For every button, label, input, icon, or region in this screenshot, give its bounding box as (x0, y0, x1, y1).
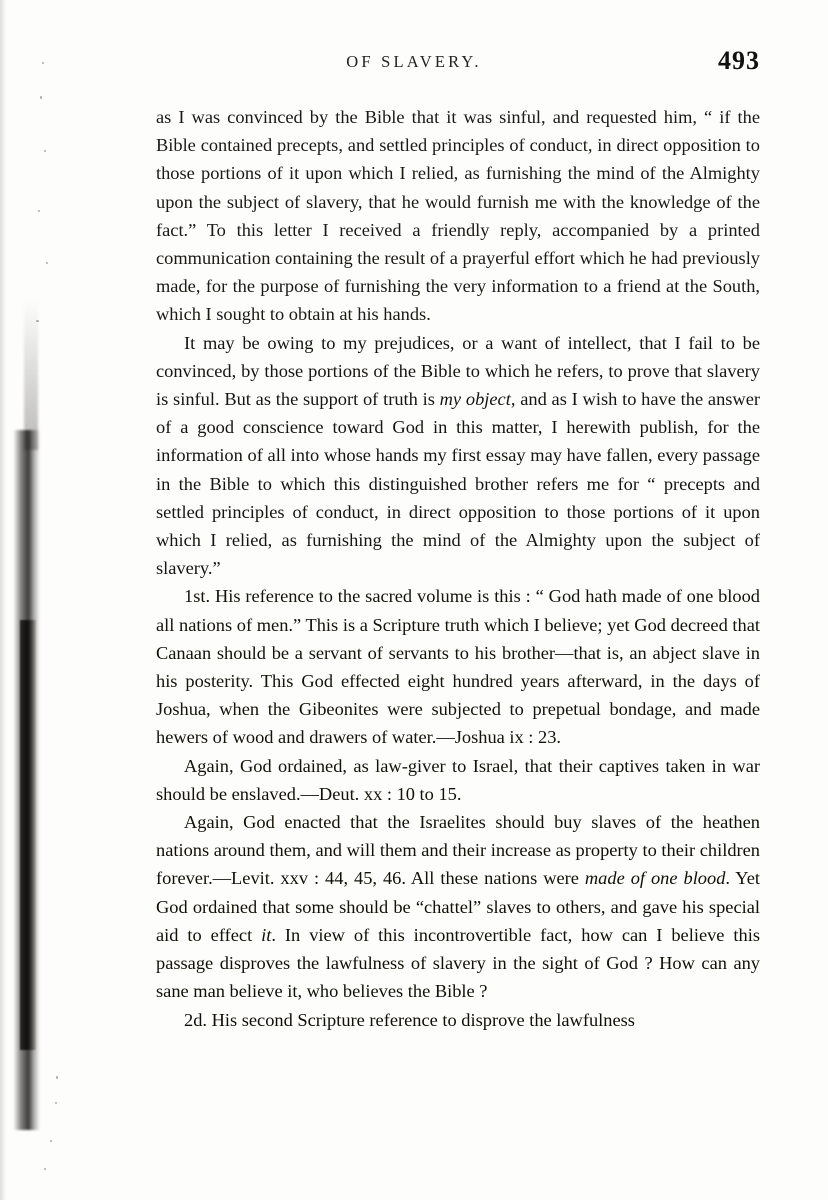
running-head: OF SLAVERY. (346, 52, 482, 71)
page-speck (55, 1102, 57, 1104)
page-speck (44, 1168, 46, 1170)
paragraph: 2d. His second Scripture reference to disprove the lawfulness (184, 1009, 635, 1030)
smudge-core (14, 430, 40, 1130)
page-speck (56, 1076, 58, 1079)
page-speck (36, 320, 39, 322)
paragraph: Again, God ordained, as law-giver to Israel, that their captives taken in war should be enslaved.—Deut. xx : 10 to 15. (156, 755, 760, 804)
page-left-edge-shadow (0, 0, 6, 1200)
paragraph: 1st. His reference to the sacred volume is this : “ God hath made of one blood all nations of men.” This is a Scripture truth which I believe; yet God decreed that Canaan should be a servant of servants to his brother—that is, an abject slave in his posterity. This God effected eight hundred years afterward, in the days of Joshua, when the Gibeonites were subjected to prepetual bondage, and made hewers of wood and drawers of water.—Joshua ix : 23. (156, 586, 760, 748)
emphasis-my-object: my object (439, 389, 511, 410)
paragraph-text-part: It may be owing to my prejudices, or a want of intellect, that I fail to be convinced, by those portions of the Bible to which he refers, to prove that slavery is sinful. But as the support of truth is (156, 332, 760, 410)
page-number: 493 (718, 46, 760, 75)
page-speck (40, 96, 42, 99)
emphasis-made-of-one-blood: made of one blood (584, 868, 726, 889)
page-speck (38, 210, 40, 212)
paragraph-text-part: . In view of this incontrovertible fact, how can I believe this passage disproves the lawfulness of slavery in the sight of God ? How can any sane man believe it, who believes the Bible ? (156, 924, 760, 1002)
gutter-ink-smudge (0, 0, 62, 1200)
paragraph (156, 329, 760, 583)
smudge-fade (24, 300, 38, 450)
paragraph-text-part: , and as I wish to have the answer of a good conscience toward God in this matter, I herewith publish, for the information of all into whose hands my first essay may have fallen, every passage in the Bible to which this distinguished brother refers me for “ precepts and settled principles of conduct, in direct opposition to those portions of it upon which I relied, as furnishing the mind of the Almighty upon the subject of slavery.” (156, 389, 760, 579)
page-speck (50, 1140, 52, 1142)
smudge-core-dark (20, 620, 36, 1050)
paragraph: as I was convinced by the Bible that it was sinful, and requested him, “ if the Bible contained precepts, and settled principles of conduct, in direct opposition to those portions of it upon which I relied, as furnishing the mind of the Almighty upon the subject of slavery, that he would furnish me with the knowledge of the fact.” To this letter I received a friendly reply, accompanied by a printed communication containing the result of a prayerful effort which he had previously made, for the purpose of furnishing the very information to a friend at the South, which I sought to obtain at his hands. (156, 107, 760, 325)
paragraph (156, 808, 760, 1005)
emphasis-it: it (261, 924, 272, 945)
body-text (156, 103, 760, 1034)
page-header (0, 46, 828, 84)
paragraph-text-part: Again, God enacted that the Israelites should buy slaves of the heathen nations around them, and will them and their increase as property to their children forever.—Levit. xxv : 44, 45, 46. All these nations were (156, 812, 760, 889)
paragraph-text-part: . Yet God ordained that some should be “chattel” slaves to others, and gave his special aid to effect (156, 868, 760, 945)
page-speck (46, 262, 48, 264)
page-speck (44, 150, 46, 152)
